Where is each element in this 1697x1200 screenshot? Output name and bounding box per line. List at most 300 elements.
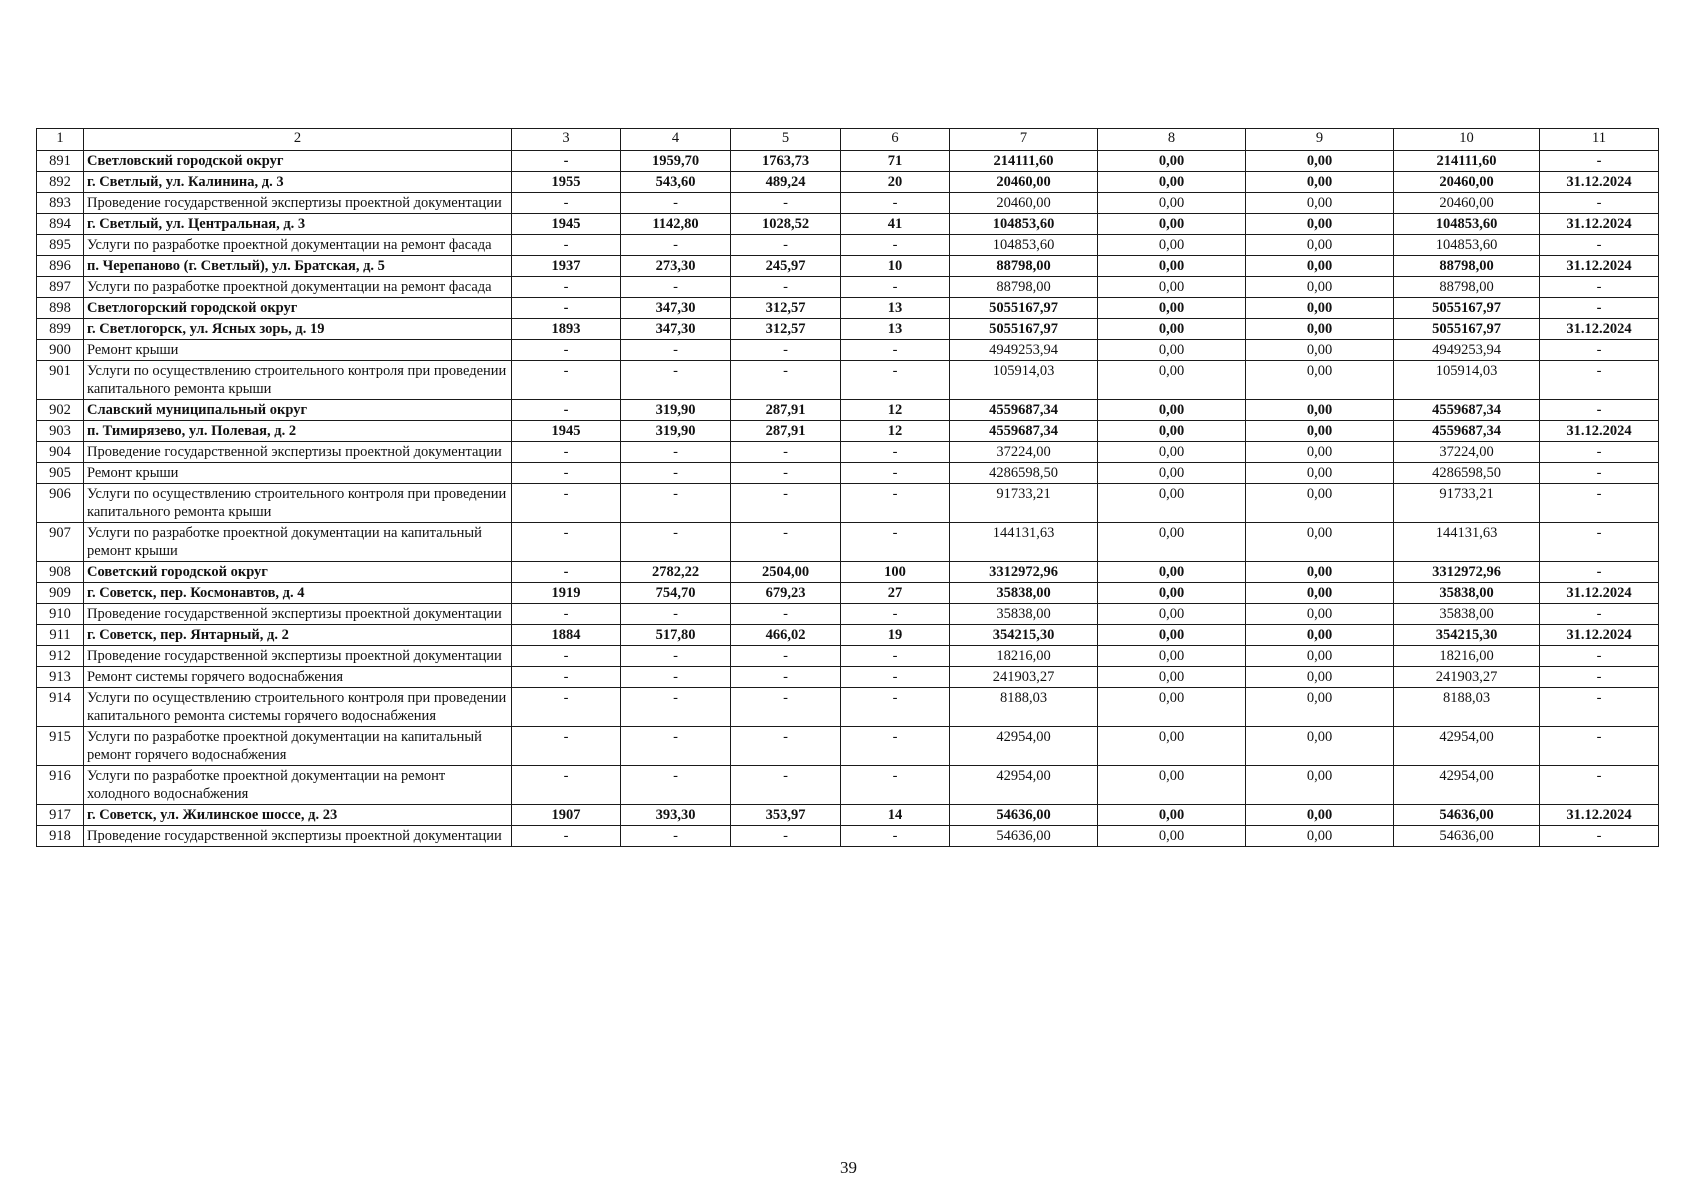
- value-cell-c3: 1937: [512, 256, 621, 277]
- row-name-cell: Славский муниципальный округ: [84, 400, 512, 421]
- value-cell-c4: -: [621, 340, 731, 361]
- value-cell-c3: 1884: [512, 625, 621, 646]
- value-cell-c8: 0,00: [1098, 646, 1246, 667]
- value-cell-c9: 0,00: [1246, 805, 1394, 826]
- value-cell-c6: -: [841, 361, 950, 400]
- value-cell-c5: 353,97: [731, 805, 841, 826]
- value-cell-c4: 754,70: [621, 583, 731, 604]
- value-cell-c4: 347,30: [621, 298, 731, 319]
- value-cell-c3: 1945: [512, 421, 621, 442]
- table-row: [37, 256, 1659, 277]
- table-row: [37, 562, 1659, 583]
- row-name-cell: Услуги по осуществлению строительного контроля при проведении капитального ремонта системы горячего водоснабжения: [84, 688, 512, 727]
- value-cell-c11: -: [1540, 646, 1659, 667]
- value-cell-c11: -: [1540, 727, 1659, 766]
- value-cell-c4: -: [621, 667, 731, 688]
- row-number-cell: 894: [37, 214, 84, 235]
- value-cell-c3: 1919: [512, 583, 621, 604]
- value-cell-c7: 88798,00: [950, 256, 1098, 277]
- value-cell-c11: -: [1540, 826, 1659, 847]
- value-cell-c11: 31.12.2024: [1540, 319, 1659, 340]
- value-cell-c9: 0,00: [1246, 727, 1394, 766]
- row-name-cell: Проведение государственной экспертизы проектной документации: [84, 193, 512, 214]
- value-cell-c10: 4559687,34: [1394, 400, 1540, 421]
- value-cell-c9: 0,00: [1246, 319, 1394, 340]
- value-cell-c6: -: [841, 484, 950, 523]
- value-cell-c9: 0,00: [1246, 562, 1394, 583]
- value-cell-c9: 0,00: [1246, 172, 1394, 193]
- value-cell-c10: 37224,00: [1394, 442, 1540, 463]
- value-cell-c4: -: [621, 484, 731, 523]
- value-cell-c3: -: [512, 442, 621, 463]
- value-cell-c5: 287,91: [731, 421, 841, 442]
- row-number-cell: 906: [37, 484, 84, 523]
- row-name-cell: Услуги по разработке проектной документации на ремонт фасада: [84, 277, 512, 298]
- value-cell-c7: 8188,03: [950, 688, 1098, 727]
- value-cell-c8: 0,00: [1098, 625, 1246, 646]
- row-number-cell: 911: [37, 625, 84, 646]
- value-cell-c9: 0,00: [1246, 361, 1394, 400]
- row-name-cell: п. Тимирязево, ул. Полевая, д. 2: [84, 421, 512, 442]
- row-number-cell: 899: [37, 319, 84, 340]
- value-cell-c8: 0,00: [1098, 277, 1246, 298]
- column-header: 6: [841, 129, 950, 151]
- value-cell-c4: 2782,22: [621, 562, 731, 583]
- value-cell-c4: -: [621, 361, 731, 400]
- column-header: 7: [950, 129, 1098, 151]
- row-number-cell: 915: [37, 727, 84, 766]
- value-cell-c7: 4286598,50: [950, 463, 1098, 484]
- value-cell-c7: 104853,60: [950, 235, 1098, 256]
- value-cell-c3: -: [512, 826, 621, 847]
- table-row: [37, 727, 1659, 766]
- value-cell-c6: -: [841, 442, 950, 463]
- value-cell-c7: 35838,00: [950, 604, 1098, 625]
- row-name-cell: Проведение государственной экспертизы проектной документации: [84, 442, 512, 463]
- value-cell-c10: 8188,03: [1394, 688, 1540, 727]
- value-cell-c10: 4949253,94: [1394, 340, 1540, 361]
- column-header: 4: [621, 129, 731, 151]
- value-cell-c11: 31.12.2024: [1540, 625, 1659, 646]
- table-row: [37, 583, 1659, 604]
- value-cell-c9: 0,00: [1246, 667, 1394, 688]
- value-cell-c11: -: [1540, 151, 1659, 172]
- value-cell-c6: 71: [841, 151, 950, 172]
- value-cell-c9: 0,00: [1246, 235, 1394, 256]
- table-row: [37, 277, 1659, 298]
- value-cell-c7: 4559687,34: [950, 421, 1098, 442]
- value-cell-c5: 1763,73: [731, 151, 841, 172]
- value-cell-c6: -: [841, 667, 950, 688]
- table-row: [37, 193, 1659, 214]
- value-cell-c5: 489,24: [731, 172, 841, 193]
- row-name-cell: г. Советск, ул. Жилинское шоссе, д. 23: [84, 805, 512, 826]
- table-row: [37, 340, 1659, 361]
- value-cell-c8: 0,00: [1098, 235, 1246, 256]
- table-row: [37, 604, 1659, 625]
- value-cell-c4: -: [621, 646, 731, 667]
- value-cell-c8: 0,00: [1098, 151, 1246, 172]
- value-cell-c3: -: [512, 523, 621, 562]
- table-row: [37, 361, 1659, 400]
- value-cell-c11: 31.12.2024: [1540, 214, 1659, 235]
- row-number-cell: 893: [37, 193, 84, 214]
- value-cell-c7: 42954,00: [950, 727, 1098, 766]
- page-number: 39: [840, 1158, 857, 1177]
- value-cell-c10: 214111,60: [1394, 151, 1540, 172]
- row-number-cell: 905: [37, 463, 84, 484]
- value-cell-c3: -: [512, 298, 621, 319]
- row-number-cell: 904: [37, 442, 84, 463]
- value-cell-c10: 20460,00: [1394, 172, 1540, 193]
- row-name-cell: Ремонт крыши: [84, 340, 512, 361]
- row-number-cell: 897: [37, 277, 84, 298]
- value-cell-c4: 543,60: [621, 172, 731, 193]
- row-number-cell: 917: [37, 805, 84, 826]
- value-cell-c3: -: [512, 667, 621, 688]
- value-cell-c6: -: [841, 604, 950, 625]
- value-cell-c4: -: [621, 523, 731, 562]
- value-cell-c3: -: [512, 646, 621, 667]
- table-row: [37, 214, 1659, 235]
- value-cell-c4: 319,90: [621, 400, 731, 421]
- row-number-cell: 892: [37, 172, 84, 193]
- value-cell-c3: -: [512, 235, 621, 256]
- value-cell-c11: -: [1540, 562, 1659, 583]
- value-cell-c8: 0,00: [1098, 256, 1246, 277]
- table-row: [37, 172, 1659, 193]
- value-cell-c7: 20460,00: [950, 172, 1098, 193]
- value-cell-c4: 517,80: [621, 625, 731, 646]
- value-cell-c10: 354215,30: [1394, 625, 1540, 646]
- value-cell-c9: 0,00: [1246, 523, 1394, 562]
- value-cell-c8: 0,00: [1098, 400, 1246, 421]
- value-cell-c3: -: [512, 193, 621, 214]
- value-cell-c9: 0,00: [1246, 340, 1394, 361]
- value-cell-c4: 347,30: [621, 319, 731, 340]
- row-number-cell: 918: [37, 826, 84, 847]
- value-cell-c6: 10: [841, 256, 950, 277]
- row-name-cell: Услуги по разработке проектной документации на капитальный ремонт крыши: [84, 523, 512, 562]
- value-cell-c5: -: [731, 523, 841, 562]
- row-name-cell: Услуги по осуществлению строительного контроля при проведении капитального ремонта крыши: [84, 361, 512, 400]
- value-cell-c7: 144131,63: [950, 523, 1098, 562]
- row-name-cell: Проведение государственной экспертизы проектной документации: [84, 604, 512, 625]
- value-cell-c10: 105914,03: [1394, 361, 1540, 400]
- value-cell-c9: 0,00: [1246, 400, 1394, 421]
- value-cell-c11: -: [1540, 688, 1659, 727]
- value-cell-c5: -: [731, 484, 841, 523]
- value-cell-c10: 88798,00: [1394, 277, 1540, 298]
- value-cell-c5: 287,91: [731, 400, 841, 421]
- value-cell-c4: -: [621, 193, 731, 214]
- row-name-cell: Услуги по разработке проектной документации на ремонт фасада: [84, 235, 512, 256]
- table-row: [37, 235, 1659, 256]
- column-header: 8: [1098, 129, 1246, 151]
- value-cell-c11: -: [1540, 667, 1659, 688]
- table-row: [37, 463, 1659, 484]
- table-row: [37, 766, 1659, 805]
- table-row: [37, 826, 1659, 847]
- value-cell-c7: 35838,00: [950, 583, 1098, 604]
- column-header: 2: [84, 129, 512, 151]
- value-cell-c7: 4559687,34: [950, 400, 1098, 421]
- value-cell-c8: 0,00: [1098, 340, 1246, 361]
- value-cell-c10: 4286598,50: [1394, 463, 1540, 484]
- value-cell-c9: 0,00: [1246, 826, 1394, 847]
- value-cell-c5: 679,23: [731, 583, 841, 604]
- value-cell-c10: 241903,27: [1394, 667, 1540, 688]
- value-cell-c6: -: [841, 235, 950, 256]
- value-cell-c11: -: [1540, 604, 1659, 625]
- value-cell-c4: -: [621, 604, 731, 625]
- value-cell-c7: 42954,00: [950, 766, 1098, 805]
- value-cell-c10: 4559687,34: [1394, 421, 1540, 442]
- value-cell-c4: 1959,70: [621, 151, 731, 172]
- data-table-container: [36, 128, 1658, 847]
- column-header: 5: [731, 129, 841, 151]
- value-cell-c9: 0,00: [1246, 604, 1394, 625]
- row-name-cell: Ремонт системы горячего водоснабжения: [84, 667, 512, 688]
- row-number-cell: 914: [37, 688, 84, 727]
- value-cell-c11: -: [1540, 766, 1659, 805]
- value-cell-c9: 0,00: [1246, 298, 1394, 319]
- value-cell-c3: -: [512, 277, 621, 298]
- row-name-cell: г. Светлый, ул. Центральная, д. 3: [84, 214, 512, 235]
- value-cell-c6: 19: [841, 625, 950, 646]
- value-cell-c10: 104853,60: [1394, 214, 1540, 235]
- value-cell-c3: -: [512, 688, 621, 727]
- row-name-cell: Светловский городской округ: [84, 151, 512, 172]
- value-cell-c7: 5055167,97: [950, 298, 1098, 319]
- value-cell-c6: 20: [841, 172, 950, 193]
- row-name-cell: г. Светлогорск, ул. Ясных зорь, д. 19: [84, 319, 512, 340]
- row-number-cell: 902: [37, 400, 84, 421]
- value-cell-c9: 0,00: [1246, 766, 1394, 805]
- value-cell-c9: 0,00: [1246, 625, 1394, 646]
- value-cell-c6: 13: [841, 298, 950, 319]
- table-row: [37, 484, 1659, 523]
- value-cell-c10: 3312972,96: [1394, 562, 1540, 583]
- value-cell-c5: -: [731, 667, 841, 688]
- row-number-cell: 903: [37, 421, 84, 442]
- value-cell-c8: 0,00: [1098, 562, 1246, 583]
- row-number-cell: 909: [37, 583, 84, 604]
- value-cell-c3: -: [512, 562, 621, 583]
- value-cell-c8: 0,00: [1098, 484, 1246, 523]
- row-number-cell: 900: [37, 340, 84, 361]
- row-number-cell: 895: [37, 235, 84, 256]
- value-cell-c7: 91733,21: [950, 484, 1098, 523]
- value-cell-c5: -: [731, 727, 841, 766]
- value-cell-c7: 105914,03: [950, 361, 1098, 400]
- value-cell-c8: 0,00: [1098, 805, 1246, 826]
- value-cell-c8: 0,00: [1098, 172, 1246, 193]
- row-name-cell: Светлогорский городской округ: [84, 298, 512, 319]
- value-cell-c11: 31.12.2024: [1540, 256, 1659, 277]
- value-cell-c3: -: [512, 604, 621, 625]
- value-cell-c11: -: [1540, 442, 1659, 463]
- value-cell-c5: 2504,00: [731, 562, 841, 583]
- table-row: [37, 667, 1659, 688]
- row-name-cell: Проведение государственной экспертизы проектной документации: [84, 826, 512, 847]
- value-cell-c8: 0,00: [1098, 766, 1246, 805]
- table-row: [37, 319, 1659, 340]
- value-cell-c4: -: [621, 727, 731, 766]
- value-cell-c6: -: [841, 688, 950, 727]
- value-cell-c5: -: [731, 340, 841, 361]
- value-cell-c4: -: [621, 442, 731, 463]
- value-cell-c11: 31.12.2024: [1540, 421, 1659, 442]
- row-name-cell: Услуги по разработке проектной документации на ремонт холодного водоснабжения: [84, 766, 512, 805]
- value-cell-c4: -: [621, 235, 731, 256]
- value-cell-c11: -: [1540, 235, 1659, 256]
- value-cell-c10: 104853,60: [1394, 235, 1540, 256]
- value-cell-c11: -: [1540, 484, 1659, 523]
- row-number-cell: 891: [37, 151, 84, 172]
- value-cell-c4: -: [621, 766, 731, 805]
- value-cell-c6: -: [841, 193, 950, 214]
- value-cell-c3: -: [512, 151, 621, 172]
- value-cell-c11: -: [1540, 523, 1659, 562]
- value-cell-c8: 0,00: [1098, 298, 1246, 319]
- row-name-cell: п. Черепаново (г. Светлый), ул. Братская, д. 5: [84, 256, 512, 277]
- value-cell-c10: 42954,00: [1394, 727, 1540, 766]
- column-header: 9: [1246, 129, 1394, 151]
- value-cell-c7: 104853,60: [950, 214, 1098, 235]
- value-cell-c6: -: [841, 646, 950, 667]
- row-name-cell: г. Светлый, ул. Калинина, д. 3: [84, 172, 512, 193]
- value-cell-c10: 54636,00: [1394, 805, 1540, 826]
- value-cell-c5: -: [731, 361, 841, 400]
- value-cell-c8: 0,00: [1098, 727, 1246, 766]
- value-cell-c5: -: [731, 277, 841, 298]
- row-number-cell: 913: [37, 667, 84, 688]
- value-cell-c3: -: [512, 400, 621, 421]
- value-cell-c3: 1945: [512, 214, 621, 235]
- value-cell-c8: 0,00: [1098, 604, 1246, 625]
- value-cell-c9: 0,00: [1246, 256, 1394, 277]
- value-cell-c3: -: [512, 766, 621, 805]
- value-cell-c10: 91733,21: [1394, 484, 1540, 523]
- value-cell-c3: -: [512, 727, 621, 766]
- value-cell-c6: 13: [841, 319, 950, 340]
- value-cell-c10: 5055167,97: [1394, 298, 1540, 319]
- column-header: 10: [1394, 129, 1540, 151]
- value-cell-c5: -: [731, 604, 841, 625]
- table-body: [37, 129, 1659, 847]
- column-header: 1: [37, 129, 84, 151]
- value-cell-c9: 0,00: [1246, 688, 1394, 727]
- value-cell-c7: 3312972,96: [950, 562, 1098, 583]
- table-row: [37, 442, 1659, 463]
- value-cell-c7: 54636,00: [950, 805, 1098, 826]
- value-cell-c9: 0,00: [1246, 193, 1394, 214]
- column-header: 3: [512, 129, 621, 151]
- value-cell-c11: 31.12.2024: [1540, 583, 1659, 604]
- value-cell-c4: -: [621, 463, 731, 484]
- row-number-cell: 898: [37, 298, 84, 319]
- value-cell-c7: 18216,00: [950, 646, 1098, 667]
- value-cell-c3: -: [512, 463, 621, 484]
- value-cell-c5: 1028,52: [731, 214, 841, 235]
- table-row: [37, 298, 1659, 319]
- value-cell-c9: 0,00: [1246, 463, 1394, 484]
- value-cell-c3: -: [512, 340, 621, 361]
- value-cell-c5: 312,57: [731, 298, 841, 319]
- row-name-cell: г. Советск, пер. Космонавтов, д. 4: [84, 583, 512, 604]
- row-name-cell: Советский городской округ: [84, 562, 512, 583]
- table-row: [37, 523, 1659, 562]
- value-cell-c8: 0,00: [1098, 688, 1246, 727]
- value-cell-c7: 241903,27: [950, 667, 1098, 688]
- value-cell-c8: 0,00: [1098, 421, 1246, 442]
- table-row: [37, 625, 1659, 646]
- value-cell-c8: 0,00: [1098, 361, 1246, 400]
- value-cell-c5: -: [731, 646, 841, 667]
- value-cell-c10: 42954,00: [1394, 766, 1540, 805]
- value-cell-c7: 54636,00: [950, 826, 1098, 847]
- row-number-cell: 901: [37, 361, 84, 400]
- value-cell-c10: 35838,00: [1394, 583, 1540, 604]
- value-cell-c10: 18216,00: [1394, 646, 1540, 667]
- value-cell-c5: -: [731, 235, 841, 256]
- value-cell-c9: 0,00: [1246, 277, 1394, 298]
- value-cell-c5: 312,57: [731, 319, 841, 340]
- value-cell-c6: 12: [841, 400, 950, 421]
- value-cell-c6: 12: [841, 421, 950, 442]
- value-cell-c9: 0,00: [1246, 583, 1394, 604]
- row-number-cell: 912: [37, 646, 84, 667]
- value-cell-c11: 31.12.2024: [1540, 805, 1659, 826]
- value-cell-c8: 0,00: [1098, 667, 1246, 688]
- value-cell-c4: -: [621, 277, 731, 298]
- value-cell-c5: -: [731, 826, 841, 847]
- value-cell-c4: 1142,80: [621, 214, 731, 235]
- value-cell-c6: -: [841, 277, 950, 298]
- value-cell-c5: -: [731, 688, 841, 727]
- table-row: [37, 400, 1659, 421]
- value-cell-c7: 20460,00: [950, 193, 1098, 214]
- value-cell-c7: 88798,00: [950, 277, 1098, 298]
- value-cell-c11: -: [1540, 340, 1659, 361]
- value-cell-c10: 20460,00: [1394, 193, 1540, 214]
- value-cell-c9: 0,00: [1246, 484, 1394, 523]
- value-cell-c11: 31.12.2024: [1540, 172, 1659, 193]
- value-cell-c5: 245,97: [731, 256, 841, 277]
- value-cell-c5: -: [731, 442, 841, 463]
- row-number-cell: 910: [37, 604, 84, 625]
- table-row: [37, 151, 1659, 172]
- value-cell-c10: 144131,63: [1394, 523, 1540, 562]
- value-cell-c8: 0,00: [1098, 442, 1246, 463]
- capital-repair-table: [36, 128, 1659, 847]
- value-cell-c4: 319,90: [621, 421, 731, 442]
- value-cell-c4: -: [621, 826, 731, 847]
- value-cell-c11: -: [1540, 463, 1659, 484]
- value-cell-c5: -: [731, 463, 841, 484]
- value-cell-c6: -: [841, 523, 950, 562]
- value-cell-c8: 0,00: [1098, 463, 1246, 484]
- row-number-cell: 916: [37, 766, 84, 805]
- value-cell-c8: 0,00: [1098, 523, 1246, 562]
- value-cell-c4: 273,30: [621, 256, 731, 277]
- column-header: 11: [1540, 129, 1659, 151]
- value-cell-c9: 0,00: [1246, 214, 1394, 235]
- table-row: [37, 805, 1659, 826]
- row-number-cell: 907: [37, 523, 84, 562]
- row-name-cell: Проведение государственной экспертизы проектной документации: [84, 646, 512, 667]
